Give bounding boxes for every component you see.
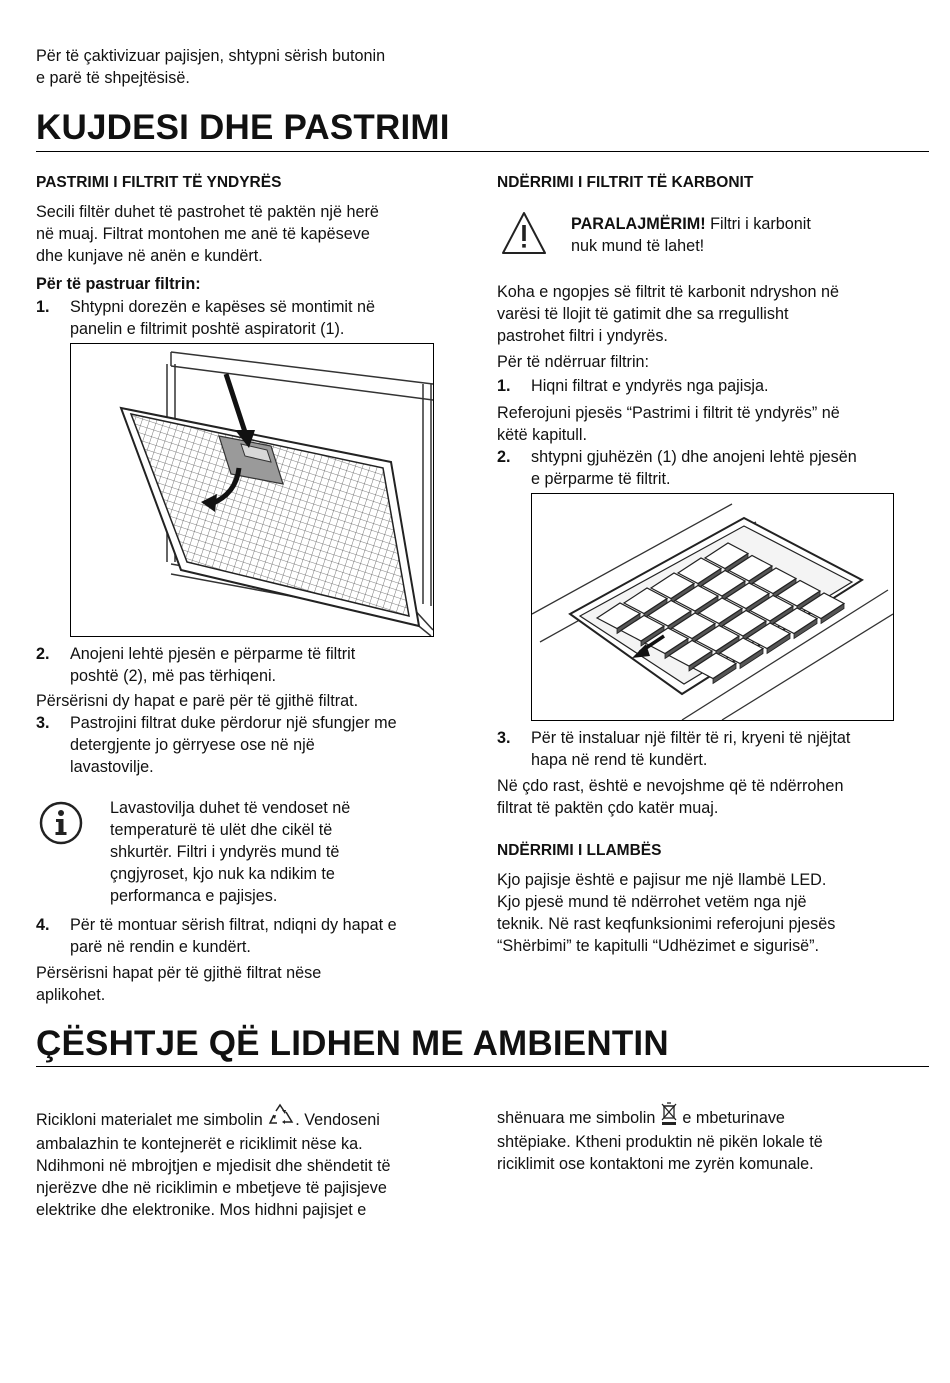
reference-paragraph: Referojuni pjesës “Pastrimi i filtrit të yndyrës” në këtë kapitull. — [497, 404, 840, 444]
carbon-filter-figure — [531, 493, 894, 721]
lamp-paragraph: Kjo pajisje është e pajisur me një llambë LED. Kjo pjesë mund të ndërrohet vetëm nga një teknik. Në rast keqfunksionimi referojuni pjesës “Shërbimi” te kapitulli “Udhëzimet e sigurisë”. — [497, 871, 836, 955]
grease-filter-illustration — [71, 344, 433, 636]
replace-frequency: Në çdo rast, është e nevojshme që të ndërrohen filtrat të paktën çdo katër muaj. — [497, 777, 844, 817]
step-3-right: 3. Për të instaluar një filtër të ri, kryeni të njëjtat hapa në rend të kundërt. — [497, 729, 851, 769]
carbon-filter-illustration — [532, 494, 893, 720]
recycle-icon — [267, 1103, 295, 1133]
repeat-all-filters: Përsërisni hapat për të gjithë filtrat nëse aplikohet. — [36, 964, 322, 1004]
step-1-right: 1. Hiqni filtrat e yndyrës nga pajisja. — [497, 377, 769, 395]
step-1-left: 1. Shtypni dorezën e kapëses së montimit në panelin e filtrimit poshtë aspiratorit (1). — [36, 298, 376, 338]
heading-lamp: NDËRRIMI I LLAMBËS — [497, 842, 662, 859]
info-icon — [38, 800, 84, 846]
step-2-right: 2. shtypni gjuhëzën (1) dhe anojeni lehtë pjesën e përparme të filtrit. — [497, 448, 857, 488]
section-divider — [36, 151, 929, 152]
environment-left-paragraph: Ricikloni materialet me simbolin . Vendoseni ambalazhin te kontejnerët e riciklimit nëse ka. Ndihmoni në mbrojtjen e mjedisit dhe shëndetit të njerëzve dhe në riciklimin e mbetjeve të pajisjeve elektrike dhe elektronike. Mos hidhni pajisjet e — [36, 1103, 391, 1221]
step-3-left: 3. Pastrojini filtrat duke përdorur një sfungjer me detergjente jo gërryese ose në një lavastovilje. — [36, 714, 397, 776]
heading-carbon-filter: NDËRRIMI I FILTRIT TË KARBONIT — [497, 174, 754, 191]
to-change-filter: Për të ndërruar filtrin: — [497, 353, 650, 371]
section-title-care: KUJDESI DHE PASTRIMI — [36, 108, 450, 147]
intro-text: Për të çaktivizuar pajisjen, shtypni sërish butonin e parë të shpejtësisë. — [36, 47, 386, 87]
grease-filter-figure — [70, 343, 434, 637]
step-4-left: 4. Për të montuar sërish filtrat, ndiqni dy hapat e parë në rendin e kundërt. — [36, 916, 397, 956]
warning-triangle-icon — [500, 210, 548, 256]
info-note: Lavastovilja duhet të vendoset në temperaturë të ulët dhe cikël të shkurtër. Filtri i yndyrës mund të çngjyroset, kjo nuk ka ndikim te performanca e pajisjes. — [110, 799, 351, 905]
section-title-environment: ÇËSHTJE QË LIDHEN ME AMBIENTIN — [36, 1024, 669, 1063]
repeat-first-steps: Përsërisni dy hapat e parë për të gjithë filtrat. — [36, 692, 359, 710]
heading-grease-filter: PASTRIMI I FILTRIT TË YNDYRËS — [36, 174, 282, 191]
crossed-bin-icon — [660, 1101, 678, 1131]
warning-text: PARALAJMËRIM! Filtri i karbonit nuk mund të lahet! — [571, 215, 811, 255]
warning-label: PARALAJMËRIM! — [571, 215, 706, 233]
step-2-left: 2. Anojeni lehtë pjesën e përparme të filtrit poshtë (2), më pas tërhiqeni. — [36, 645, 356, 685]
carbon-saturation-paragraph: Koha e ngopjes së filtrit të karbonit ndryshon në varësi të llojit të gatimit dhe sa rregullisht pastrohet filtri i yndyrës. — [497, 283, 839, 345]
environment-right-paragraph: shënuara me simbolin e mbeturinave shtëpiake. Ktheni produktin në pikën lokale të riciklimit ose kontaktoni me zyrën komunale. — [497, 1101, 823, 1175]
section-divider — [36, 1066, 929, 1067]
subheading-to-clean: Për të pastruar filtrin: — [36, 275, 201, 293]
grease-filter-paragraph: Secili filtër duhet të pastrohet të paktën një herë në muaj. Filtrat montohen me anë të kapëseve dhe kunjave në anën e kundërt. — [36, 203, 379, 265]
